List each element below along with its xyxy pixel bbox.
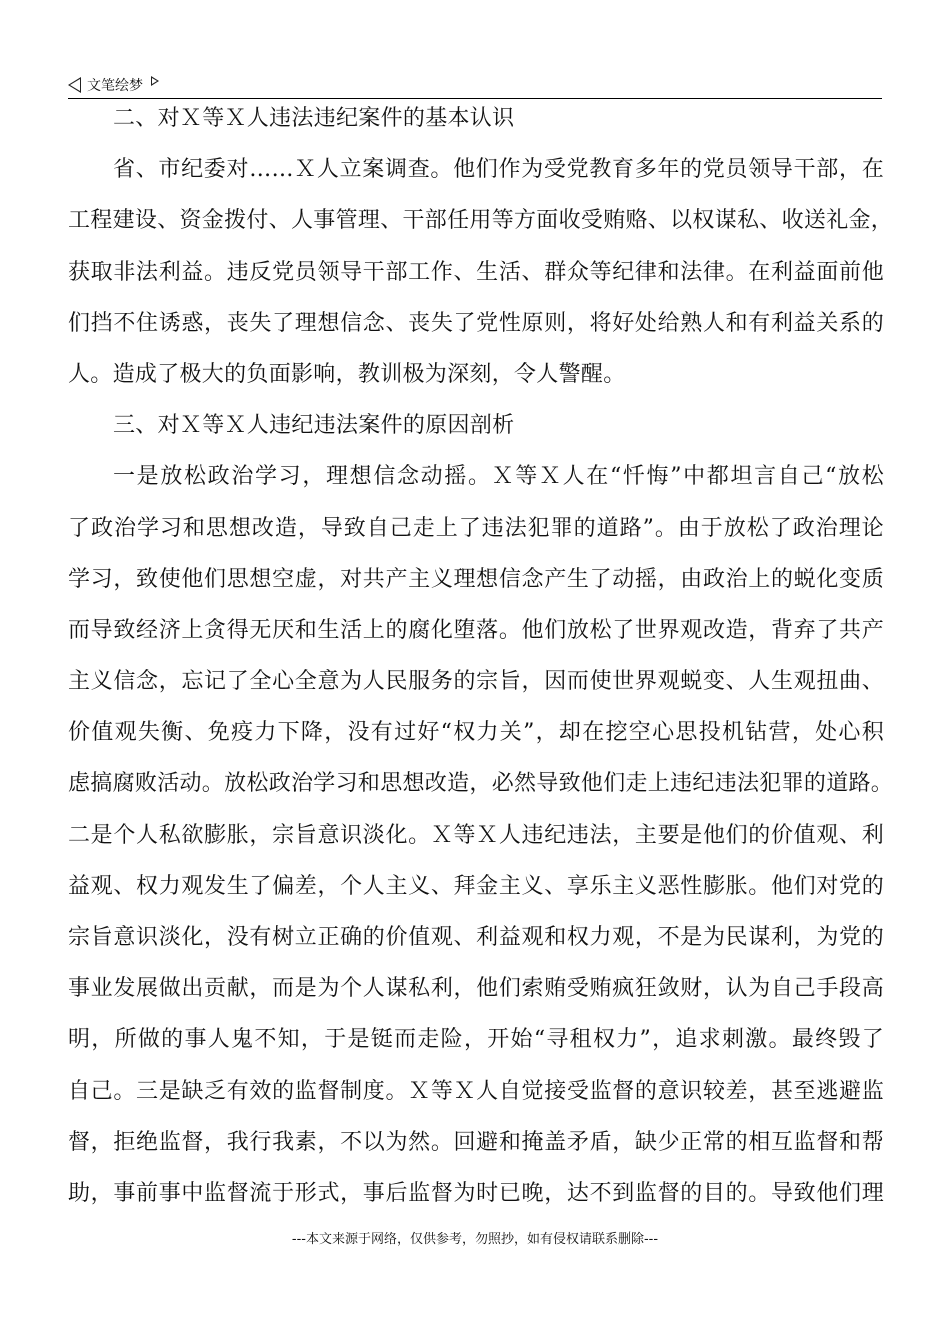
text-line: 人。造成了极大的负面影响，教训极为深刻，令人警醒。 (68, 361, 626, 387)
text-line: 助，事前事中监督流于形式，事后监督为时已晚，达不到监督的目的。导致他们理 (68, 1180, 884, 1206)
text-line: 而导致经济上贪得无厌和生活上的腐化堕落。他们放松了世界观改造，背弃了共产 (68, 617, 884, 643)
header-brand (68, 75, 159, 95)
triangle-right-icon (151, 76, 159, 86)
text-line: 益观、权力观发生了偏差，个人主义、拜金主义、享乐主义恶性膨胀。他们对党的 (68, 873, 884, 899)
text-line: 学习，致使他们思想空虚，对共产主义理想信念产生了动摇，由政治上的蜕化变质 (68, 566, 884, 592)
text-line: 省、市纪委对……Ｘ人立案调查。他们作为受党教育多年的党员领导干部，在 (113, 157, 884, 183)
text-line: 们挡不住诱惑，丧失了理想信念、丧失了党性原则，将好处给熟人和有利益关系的 (68, 310, 884, 336)
text-line: 价值观失衡、免疫力下降，没有过好“权力关”，却在挖空心思投机钻营，处心积 (68, 720, 884, 746)
triangle-left-icon (68, 77, 81, 93)
text-line: 明，所做的事人鬼不知，于是铤而走险，开始“寻租权力”，追求刺激。最终毁了 (68, 1027, 884, 1053)
text-line: 二、对Ｘ等Ｘ人违法违纪案件的基本认识 (113, 106, 515, 131)
text-line: 主义信念，忘记了全心全意为人民服务的宗旨，因而使世界观蜕变、人生观扭曲、 (68, 669, 884, 695)
text-line: 督，拒绝监督，我行我素，不以为然。回避和掩盖矛盾，缺少正常的相互监督和帮 (68, 1129, 884, 1155)
text-line: 工程建设、资金拨付、人事管理、干部任用等方面收受贿赂、以权谋私、收送礼金， (68, 208, 894, 234)
text-line: 二是个人私欲膨胀，宗旨意识淡化。Ｘ等Ｘ人违纪违法，主要是他们的价值观、利 (68, 822, 884, 848)
text-line: 了政治学习和思想改造，导致自己走上了违法犯罪的道路”。由于放松了政治理论 (68, 515, 884, 541)
document-body (68, 93, 894, 1219)
text-line: 一是放松政治学习，理想信念动摇。Ｘ等Ｘ人在“忏悔”中都坦言自己“放松 (113, 464, 884, 490)
text-line: 事业发展做出贡献，而是为个人谋私利，他们索贿受贿疯狂敛财，认为自己手段高 (68, 976, 884, 1002)
text-line: 三、对Ｘ等Ｘ人违纪违法案件的原因剖析 (113, 413, 515, 439)
page-footer: ---本文来源于网络，仅供参考，勿照抄，如有侵权请联系删除--- (291, 1232, 659, 1247)
text-line: 自己。三是缺乏有效的监督制度。Ｘ等Ｘ人自觉接受监督的意识较差，甚至逃避监 (68, 1078, 884, 1104)
text-line: 虑搞腐败活动。放松政治学习和思想改造，必然导致他们走上违纪违法犯罪的道路。 (68, 771, 894, 797)
brand-label: 文笔绘梦 (87, 78, 143, 94)
text-line: 获取非法利益。违反党员领导干部工作、生活、群众等纪律和法律。在利益面前他 (68, 259, 884, 285)
text-line: 宗旨意识淡化，没有树立正确的价值观、利益观和权力观，不是为民谋利，为党的 (68, 925, 884, 950)
